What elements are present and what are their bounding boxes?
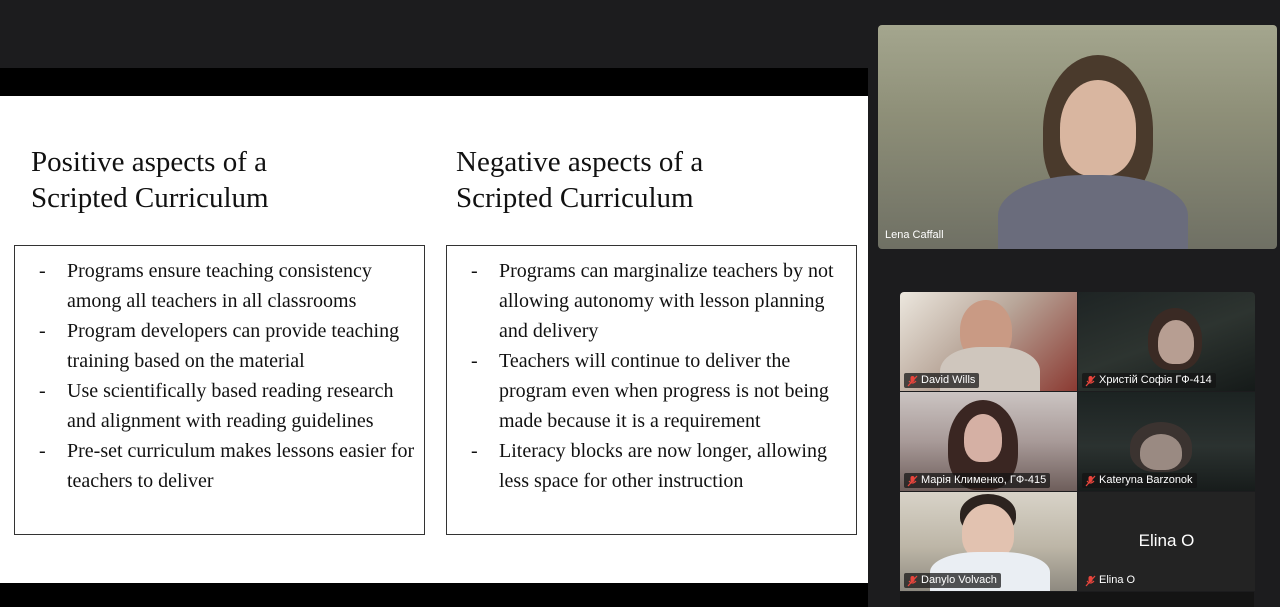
participant-name-tag: Kateryna Barzonok: [1082, 473, 1197, 488]
participant-tile-khrystii[interactable]: [1078, 292, 1255, 391]
participant-name-tag: Elina O: [1082, 573, 1139, 588]
participant-face: [964, 414, 1002, 462]
participant-name-tag: Христій Софія ГФ-414: [1082, 373, 1216, 388]
participant-face: [1140, 434, 1182, 470]
participant-face: [1158, 320, 1194, 364]
muted-mic-icon: [907, 375, 918, 387]
participant-tile-mariia[interactable]: [900, 392, 1077, 491]
participant-name-tag: David Wills: [904, 373, 979, 388]
list-item: - Programs can marginalize teachers by not allowing autonomy with lesson planning and delivery: [471, 260, 834, 342]
list-item: - Literacy blocks are now longer, allowing less space for other instruction: [471, 440, 827, 492]
muted-mic-icon: [907, 575, 918, 587]
speaker-name-tag: Lena Caffall: [885, 229, 944, 241]
participant-tile-elina[interactable]: [1078, 492, 1255, 591]
list-item: - Program developers can provide teaching training based on the material: [39, 320, 400, 372]
muted-mic-icon: [1085, 375, 1096, 387]
positive-aspects-box: [14, 245, 425, 535]
speaker-body: [998, 175, 1188, 249]
list-item: - Use scientifically based reading research and alignment with reading guidelines: [39, 380, 394, 432]
participant-tile-danylo[interactable]: [900, 492, 1077, 591]
negative-aspects-list: [447, 246, 856, 496]
participant-name-tag: Марія Клименко, ГФ-415: [904, 473, 1050, 488]
list-item: - Programs ensure teaching consistency among all teachers in all classrooms: [39, 260, 372, 312]
participant-name-tag: Danylo Volvach: [904, 573, 1001, 588]
presentation-slide: [0, 96, 868, 583]
muted-mic-icon: [1085, 575, 1096, 587]
muted-mic-icon: [907, 475, 918, 487]
positive-aspects-list: [15, 246, 424, 496]
participant-tile-david[interactable]: [900, 292, 1077, 391]
list-item: - Teachers will continue to deliver the program even when progress is not being made because it is a requirement: [471, 350, 829, 432]
negative-aspects-box: [446, 245, 857, 535]
list-item: - Pre-set curriculum makes lessons easier for teachers to deliver: [39, 440, 415, 492]
speaker-face: [1060, 80, 1136, 176]
muted-mic-icon: [1085, 475, 1096, 487]
positive-heading: Positive aspects of a Scripted Curriculum: [31, 146, 269, 214]
participant-grid-scroll-strip: [900, 592, 1254, 607]
participant-display-name: Elina O: [1138, 531, 1195, 550]
negative-heading: Negative aspects of a Scripted Curriculum: [456, 146, 704, 214]
participant-tile-kateryna[interactable]: [1078, 392, 1255, 491]
active-speaker-video[interactable]: [878, 25, 1277, 249]
